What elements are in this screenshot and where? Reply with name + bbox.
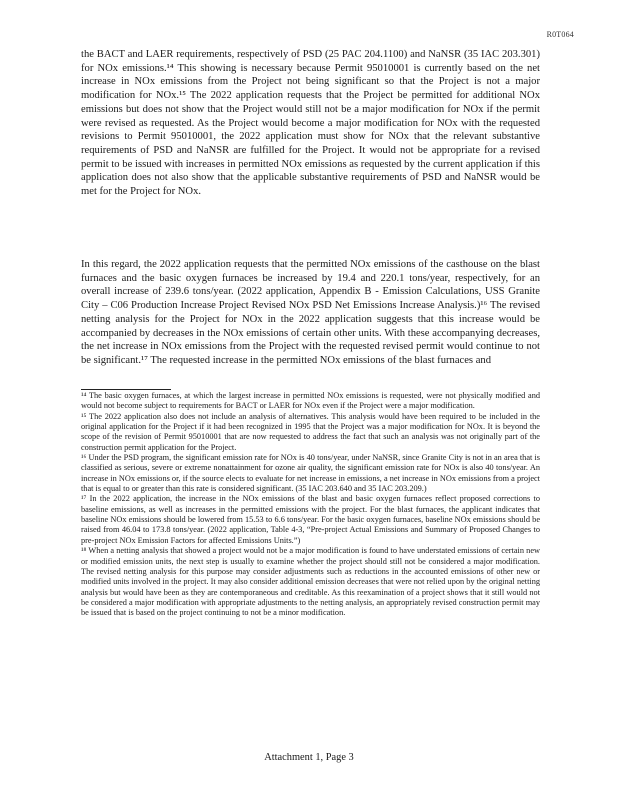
- footnote-18: ¹⁸ When a netting analysis that showed a project would not be a major modification is found to have understated emissions of certain new or modified emission units, the next step is usually to examine whether the project should still not be considered a major modification. The revised netting analysis for this purpose may consider adjustments such as reductions in the accounted emissions of other new or modified units involved in the project. It may also consider additional emission decreases that were not relied upon by the original netting analysis but would have been as they are contemporaneous and creditable. As this reexamination of a project shows that it still would not be considered a major modification with appropriate adjustments to the netting analysis, an appropriately revised construction permit may be issued that is based on the project continuing to not be a minor modification.: [81, 546, 540, 618]
- body-paragraph-2: [81, 258, 540, 368]
- paragraph-text: In this regard, the 2022 application requests that the permitted NOx emissions of the casthouse on the blast furnaces and the basic oxygen furnaces be increased by 19.4 and 220.1 tons/year, respectively, for an overall increase of 239.6 tons/year. (2022 application, Appendix B - Emission Calculations, USS Granite City – C06 Production Increase Project Revised NOx PSD Net Emissions Increase Analysis.)¹⁶ The revised netting analysis for the Project for NOx in the 2022 application suggests that this increase would be accompanied by decreases in the NOx emissions of certain other units. With these accompanying decreases, the net increase in NOx emissions from the Project with the requested revised permit would continue to not be significant.¹⁷ The requested increase in the permitted NOx emissions of the blast furnaces and: [81, 259, 540, 366]
- footnotes-section: [81, 391, 540, 619]
- footnote-15: ¹⁵ The 2022 application also does not include an analysis of alternatives. This analysis would have been required to be included in the original application for the Project if it had been recognized in 1995 that the Project was a major modification for NOx. It is beyond the scope of the revision of Permit 95010001 that are now requested to address the fact that such an analysis was not originally part of the construction permit application for the Project.: [81, 411, 540, 452]
- document-id: R0T064: [546, 30, 574, 39]
- footnote-17: ¹⁷ In the 2022 application, the increase in the NOx emissions of the blast and basic oxygen furnaces reflect proposed corrections to baseline emissions, as well as increases in the permitted emissions with the project. For the blast furnaces, the applicant indicates that baseline NOx emissions should be lowered from 15.53 to 6.6 tons/year. For the basic oxygen furnaces, baseline NOx emissions should be raised from 46.04 to 173.8 tons/year. (2022 application, Table 4-3, “Pre-project Actual Emissions and Summary of Proposed Changes to pre-project NOx Emission Factors for affected Emissions Units.”): [81, 494, 540, 545]
- footnote-16: ¹⁶ Under the PSD program, the significant emission rate for NOx is 40 tons/year, under NaNSR, since Granite City is not in an area that is classified as serious, severe or extreme nonattainment for ozone air quality, the significant emission rate for NOx is also 40 tons/year. An increase in NOx emissions or, if the source elects to evaluate for net increase in emissions, a net increase in NOx emissions from a project that is equal to or greater than this rate is considered significant. (35 IAC 203.640 and 35 IAC 203.209.): [81, 453, 540, 494]
- paragraph-text: the BACT and LAER requirements, respectively of PSD (25 PAC 204.1100) and NaNSR (35 IAC 203.301) for NOx emissions.¹⁴ This showing is necessary because Permit 95010001 is currently based on the net increase in NOx emissions from the Project not being significant so that the Project is not a major modification for NOx.¹⁵ The 2022 application requests that the Project be permitted for additional NOx emissions but does not show that the Project would still not be a major modification for NOx if the permit were revised as requested. As the Project would become a major modification for NOx with the requested revisions to Permit 95010001, the 2022 application must show for NOx that the relevant substantive requirements of PSD and NaNSR are fulfilled for the Project. It would not be appropriate for a revised permit to be issued with increases in permitted NOx emissions as requested by the current application if this application does not also show that the applicable substantive requirements of PSD and NaNSR would be met for the Project for NOx.: [81, 49, 540, 198]
- page-footer: Attachment 1, Page 3: [264, 752, 354, 763]
- footnote-separator: [81, 389, 171, 390]
- footnote-14: ¹⁴ The basic oxygen furnaces, at which the largest increase in permitted NOx emissions is requested, were not physically modified and would not become subject to requirements for BACT or LAER for NOx even if the Project were a major modification.: [81, 391, 540, 411]
- body-paragraph-1: [81, 48, 540, 199]
